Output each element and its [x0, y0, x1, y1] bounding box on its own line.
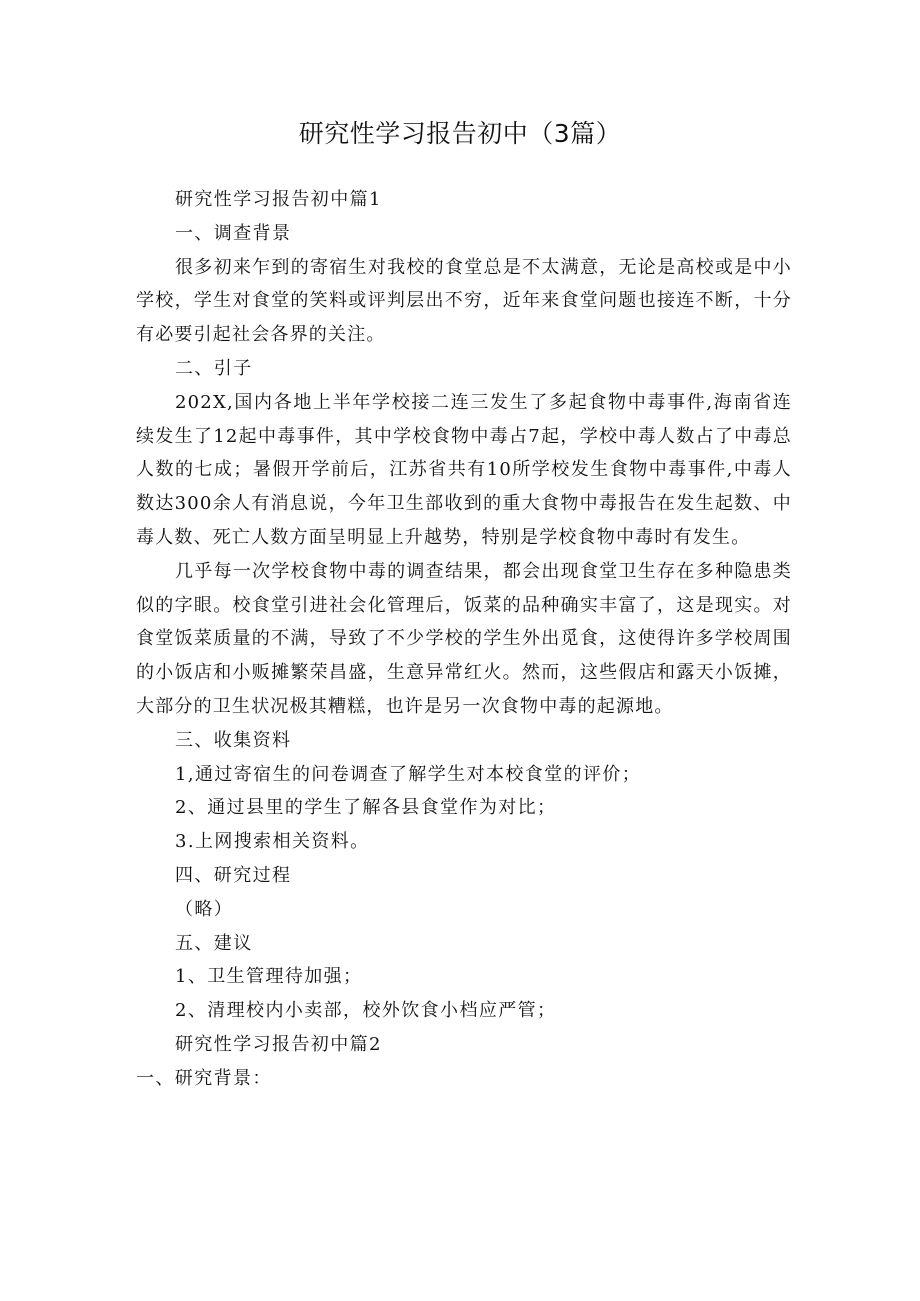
heading-suggestions: 五、建议 — [175, 932, 253, 954]
list-item-county-comparison: 2、通过县里的学生了解各县食堂作为对比； — [175, 797, 557, 819]
text-omitted: （略） — [175, 898, 234, 920]
heading-survey-background: 一、调查背景 — [175, 222, 292, 244]
heading-introduction: 二、引子 — [175, 357, 253, 379]
paragraph-introduction: 202X,国内各地上半年学校接二连三发生了多起食物中毒事件,海南省连续发生了12起中毒事件，其中学校食物中毒占7起，学校中毒人数占了中毒总人数的七成；暑假开学前后，江苏省共有10所学校发生食物中毒事件,中毒人数达300余人有消息说，今年卫生部收到的重大食物中毒报告在发生起数、中毒人数、死亡人数方面呈明显上升越势，特别是学校食物中毒时有发生。 — [136, 391, 792, 548]
section-heading-part2: 研究性学习报告初中篇2 — [175, 1033, 382, 1055]
list-item-shops: 2、清理校内小卖部，校外饮食小档应严管； — [175, 1000, 557, 1022]
list-item-questionnaire: 1,通过寄宿生的问卷调查了解学生对本校食堂的评价； — [175, 763, 642, 785]
list-item-online-search: 3.上网搜索相关资料。 — [175, 831, 370, 853]
document-title: 研究性学习报告初中（3篇） — [298, 119, 622, 148]
paragraph-investigation: 几乎每一次学校食物中毒的调查结果，都会出现食堂卫生存在多种隐患类似的字眼。校食堂引进社会化管理后，饭菜的品种确实丰富了，这是现实。对食堂饭菜质量的不满，导致了不少学校的学生外出觅食，这使得许多学校周围的小饭店和小贩摊繁荣昌盛，生意异常红火。然而，这些假店和露天小饭摊，大部分的卫生状况极其糟糕，也许是另一次食物中毒的起源地。 — [136, 560, 792, 717]
heading-research-process: 四、研究过程 — [175, 864, 292, 886]
list-item-hygiene: 1、卫生管理待加强； — [175, 966, 363, 988]
heading-research-background: 一、研究背景： — [136, 1067, 272, 1089]
section-heading-part1: 研究性学习报告初中篇1 — [175, 189, 382, 210]
heading-collect-materials: 三、收集资料 — [175, 729, 292, 751]
document-body — [136, 183, 792, 1096]
paragraph-background: 很多初来乍到的寄宿生对我校的食堂总是不太满意，无论是高校或是中小学校，学生对食堂的笑料或评判层出不穷，近年来食堂问题也接连不断，十分有必要引起社会各界的关注。 — [136, 256, 792, 346]
